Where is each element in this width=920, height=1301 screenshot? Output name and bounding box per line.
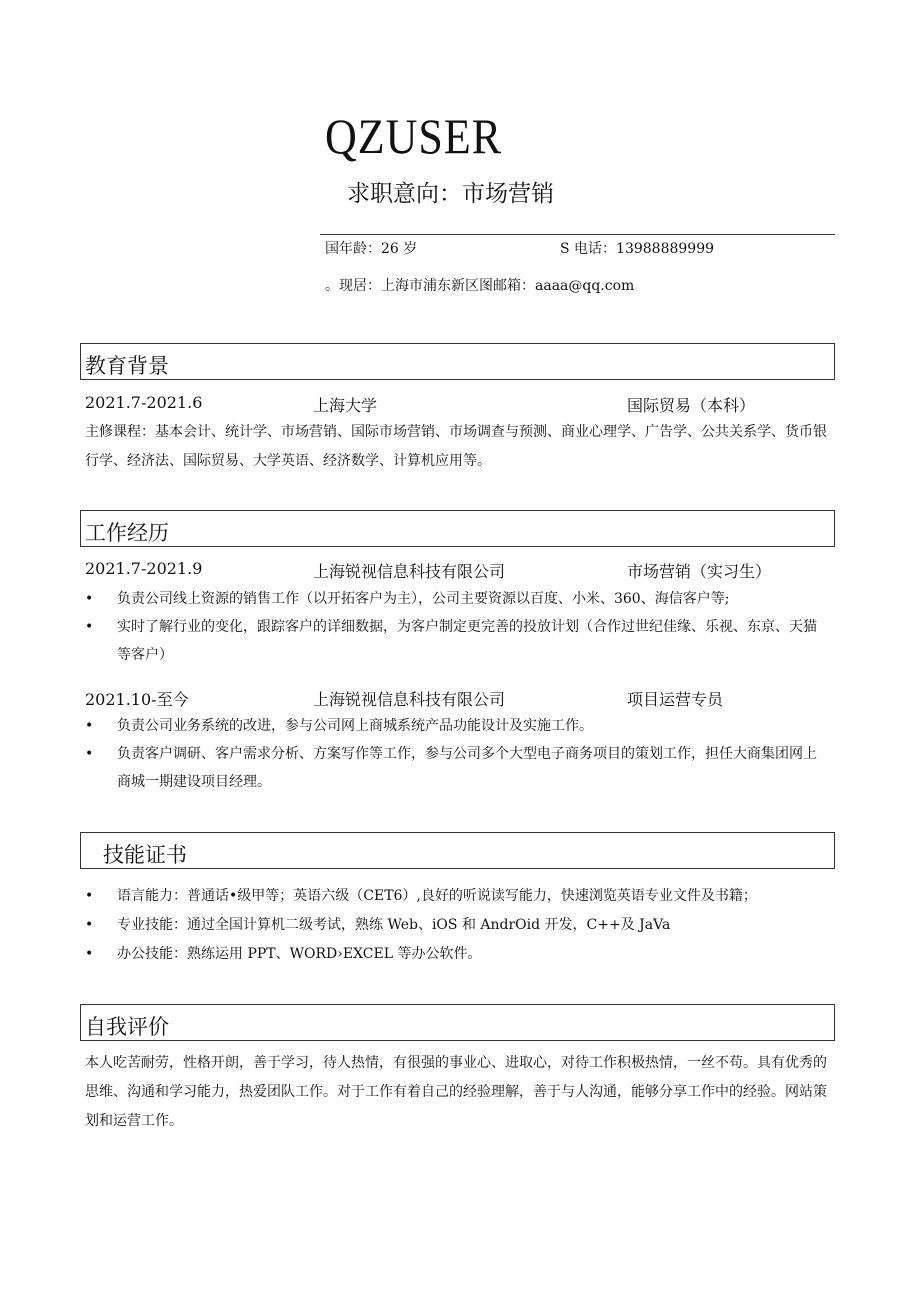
bullet-icon: • xyxy=(85,946,94,962)
bullet-text: 办公技能：熟练运用 PPT、WORD›EXCEL 等办公软件。 xyxy=(117,946,482,962)
address-email-info: 。现居：上海市浦东新区图邮箱：aaaa@qq.com xyxy=(325,278,635,294)
bullet-icon: • xyxy=(85,746,94,762)
job2-period: 2021.10-至今 xyxy=(85,690,189,709)
edu-school: 上海大学 xyxy=(313,396,378,415)
edu-major: 国际贸易（本科） xyxy=(627,396,756,415)
bullet-text: 语言能力：普通话•级甲等；英语六级（CET6）,良好的听说读写能力，快速浏览英语专业文件及书籍； xyxy=(117,888,757,904)
bullet-text: 实时了解行业的变化，跟踪客户的详细数据，为客户制定更完善的投放计划（合作过世纪佳缘、乐视、东京、天猫等客户） xyxy=(117,619,817,663)
bullet-text: 负责公司线上资源的销售工作（以开拓客户为主），公司主要资源以百度、小米、360、海信客户等; xyxy=(117,591,730,607)
bullet-icon: • xyxy=(85,917,94,933)
bullet-text: 专业技能：通过全国计算机二级考试，熟练 Web、iOS 和 AndrOid 开发，C++及 JaVa xyxy=(117,917,671,933)
section-title-work: 工作经历 xyxy=(85,521,169,545)
candidate-name: QZUSER xyxy=(325,109,503,164)
job2-bullet-1 xyxy=(85,712,830,740)
self-evaluation-text: 本人吃苦耐劳，性格开朗，善于学习，待人热情，有很强的事业心、进取心，对待工作积极热情，一丝不苟。具有优秀的思维、沟通和学习能力，热爱团队工作。对于工作有着自己的经验理解，善于与人沟通，能够分享工作中的经验。网站策划和运营工作。 xyxy=(85,1055,827,1129)
bullet-icon: • xyxy=(85,619,94,635)
bullet-text: 负责公司业务系统的改进，参与公司网上商城系统产品功能设计及实施工作。 xyxy=(117,718,593,734)
edu-courses: 主修课程：基本会计、统计学、市场营销、国际市场营销、市场调查与预测、商业心理学、广告学、公共关系学、货币银行学、经济法、国际贸易、大学英语、经济数学、计算机应用等。 xyxy=(85,424,827,469)
section-title-self: 自我评价 xyxy=(85,1015,169,1039)
edu-period: 2021.7-2021.6 xyxy=(85,393,203,412)
skill-item-professional xyxy=(85,911,830,939)
bullet-icon: • xyxy=(85,718,94,734)
job1-period: 2021.7-2021.9 xyxy=(85,559,203,578)
section-work xyxy=(80,510,835,547)
bullet-icon: • xyxy=(85,888,94,904)
skill-item-language xyxy=(85,882,830,910)
job2-company: 上海锐视信息科技有限公司 xyxy=(313,690,506,709)
section-skills xyxy=(80,832,835,869)
job1-role: 市场营销（实习生） xyxy=(627,562,772,581)
phone-info: S 电话：13988889999 xyxy=(560,241,715,257)
job2-role: 项目运营专员 xyxy=(627,690,724,709)
job2-bullet-2 xyxy=(85,740,830,796)
section-self-evaluation xyxy=(80,1004,835,1041)
section-title-skills: 技能证书 xyxy=(103,843,187,867)
job1-bullet-1 xyxy=(85,585,830,613)
section-education xyxy=(80,343,835,380)
section-title-education: 教育背景 xyxy=(85,354,169,378)
age-info: 国年龄：26 岁 xyxy=(325,241,418,257)
bullet-icon: • xyxy=(85,591,94,607)
header-divider xyxy=(320,234,835,235)
job1-company: 上海锐视信息科技有限公司 xyxy=(313,562,506,581)
bullet-text: 负责客户调研、客户需求分析、方案写作等工作，参与公司多个大型电子商务项目的策划工作，担任大商集团网上商城一期建设项目经理。 xyxy=(117,746,817,790)
job1-bullet-2 xyxy=(85,613,830,669)
skill-item-office xyxy=(85,940,830,968)
job-intent: 求职意向：市场营销 xyxy=(347,181,554,207)
